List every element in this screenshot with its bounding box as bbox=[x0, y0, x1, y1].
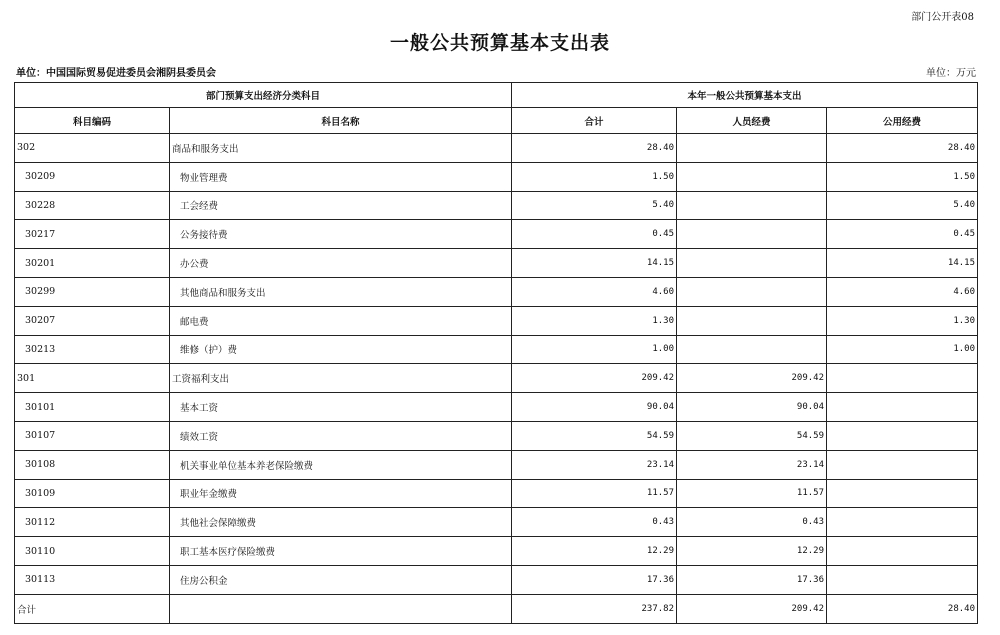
cell-total: 0.43 bbox=[512, 508, 677, 537]
cell-name: 办公费 bbox=[170, 249, 512, 278]
cell-total: 12.29 bbox=[512, 537, 677, 566]
table-row bbox=[15, 335, 978, 364]
cell-public: 1.30 bbox=[827, 306, 978, 335]
column-header-code: 科目编码 bbox=[15, 108, 170, 134]
table-row bbox=[15, 393, 978, 422]
cell-code: 30217 bbox=[15, 220, 170, 249]
cell-personnel: 17.36 bbox=[677, 565, 827, 594]
table-row bbox=[15, 306, 978, 335]
cell-personnel: 12.29 bbox=[677, 537, 827, 566]
table-body bbox=[15, 134, 978, 624]
cell-personnel: 23.14 bbox=[677, 450, 827, 479]
cell-personnel: 0.43 bbox=[677, 508, 827, 537]
cell-personnel bbox=[677, 162, 827, 191]
cell-code: 302 bbox=[15, 134, 170, 163]
expenditure-header: 本年一般公共预算基本支出 bbox=[512, 83, 978, 108]
page-title: 一般公共预算基本支出表 bbox=[389, 32, 610, 54]
cell-public bbox=[827, 450, 978, 479]
cell-personnel bbox=[677, 134, 827, 163]
column-header-total: 合计 bbox=[512, 108, 677, 134]
table-row bbox=[15, 134, 978, 163]
cell-public bbox=[827, 479, 978, 508]
cell-name: 基本工资 bbox=[170, 393, 512, 422]
budget-table bbox=[14, 82, 978, 624]
cell-total: 28.40 bbox=[512, 134, 677, 163]
cell-public: 14.15 bbox=[827, 249, 978, 278]
cell-code: 30207 bbox=[15, 306, 170, 335]
cell-name: 其他社会保障缴费 bbox=[170, 508, 512, 537]
table-row bbox=[15, 364, 978, 393]
cell-personnel bbox=[677, 191, 827, 220]
table-row bbox=[15, 508, 978, 537]
table-row bbox=[15, 450, 978, 479]
cell-total: 11.57 bbox=[512, 479, 677, 508]
cell-code: 30109 bbox=[15, 479, 170, 508]
table-row bbox=[15, 162, 978, 191]
classification-header: 部门预算支出经济分类科目 bbox=[15, 83, 512, 108]
cell-total: 5.40 bbox=[512, 191, 677, 220]
cell-name: 工会经费 bbox=[170, 191, 512, 220]
column-header-personnel: 人员经费 bbox=[677, 108, 827, 134]
cell-total: 4.60 bbox=[512, 277, 677, 306]
cell-name: 工资福利支出 bbox=[170, 364, 512, 393]
column-header-row bbox=[15, 108, 978, 134]
cell-public bbox=[827, 421, 978, 450]
cell-public: 28.40 bbox=[827, 594, 978, 623]
cell-public: 1.00 bbox=[827, 335, 978, 364]
cell-code: 30213 bbox=[15, 335, 170, 364]
cell-name: 维修（护）费 bbox=[170, 335, 512, 364]
table-row bbox=[15, 594, 978, 623]
cell-name bbox=[170, 594, 512, 623]
cell-name: 其他商品和服务支出 bbox=[170, 277, 512, 306]
cell-public: 28.40 bbox=[827, 134, 978, 163]
cell-code: 30107 bbox=[15, 421, 170, 450]
cell-public bbox=[827, 364, 978, 393]
cell-personnel bbox=[677, 220, 827, 249]
cell-code: 30299 bbox=[15, 277, 170, 306]
table-row bbox=[15, 249, 978, 278]
cell-total: 1.30 bbox=[512, 306, 677, 335]
cell-total: 23.14 bbox=[512, 450, 677, 479]
cell-personnel bbox=[677, 335, 827, 364]
cell-total: 54.59 bbox=[512, 421, 677, 450]
cell-public bbox=[827, 508, 978, 537]
cell-name: 住房公积金 bbox=[170, 565, 512, 594]
cell-code: 30112 bbox=[15, 508, 170, 537]
cell-public: 5.40 bbox=[827, 191, 978, 220]
cell-code: 30108 bbox=[15, 450, 170, 479]
organization-unit: 单位：中国国际贸易促进委员会湘阴县委员会 bbox=[16, 68, 216, 79]
cell-total: 1.00 bbox=[512, 335, 677, 364]
column-header-name: 科目名称 bbox=[170, 108, 512, 134]
cell-personnel bbox=[677, 306, 827, 335]
cell-public: 1.50 bbox=[827, 162, 978, 191]
cell-public bbox=[827, 565, 978, 594]
cell-code: 合计 bbox=[15, 594, 170, 623]
cell-name: 邮电费 bbox=[170, 306, 512, 335]
cell-total: 209.42 bbox=[512, 364, 677, 393]
cell-personnel: 54.59 bbox=[677, 421, 827, 450]
cell-total: 90.04 bbox=[512, 393, 677, 422]
cell-personnel: 90.04 bbox=[677, 393, 827, 422]
table-row bbox=[15, 277, 978, 306]
cell-code: 30228 bbox=[15, 191, 170, 220]
cell-name: 职业年金缴费 bbox=[170, 479, 512, 508]
cell-public bbox=[827, 537, 978, 566]
cell-name: 商品和服务支出 bbox=[170, 134, 512, 163]
cell-public: 4.60 bbox=[827, 277, 978, 306]
column-header-public: 公用经费 bbox=[827, 108, 978, 134]
group-header-row bbox=[15, 83, 978, 108]
cell-personnel: 11.57 bbox=[677, 479, 827, 508]
cell-personnel: 209.42 bbox=[677, 594, 827, 623]
cell-total: 17.36 bbox=[512, 565, 677, 594]
cell-total: 0.45 bbox=[512, 220, 677, 249]
cell-name: 机关事业单位基本养老保险缴费 bbox=[170, 450, 512, 479]
cell-public: 0.45 bbox=[827, 220, 978, 249]
cell-total: 237.82 bbox=[512, 594, 677, 623]
cell-name: 职工基本医疗保险缴费 bbox=[170, 537, 512, 566]
table-row bbox=[15, 537, 978, 566]
cell-total: 1.50 bbox=[512, 162, 677, 191]
cell-code: 30209 bbox=[15, 162, 170, 191]
table-row bbox=[15, 421, 978, 450]
table-row bbox=[15, 191, 978, 220]
cell-personnel bbox=[677, 277, 827, 306]
table-row bbox=[15, 479, 978, 508]
cell-code: 30113 bbox=[15, 565, 170, 594]
table-row bbox=[15, 565, 978, 594]
cell-code: 301 bbox=[15, 364, 170, 393]
cell-code: 30110 bbox=[15, 537, 170, 566]
cell-public bbox=[827, 393, 978, 422]
cell-name: 物业管理费 bbox=[170, 162, 512, 191]
cell-personnel: 209.42 bbox=[677, 364, 827, 393]
form-id: 部门公开表08 bbox=[911, 12, 974, 23]
cell-total: 14.15 bbox=[512, 249, 677, 278]
cell-code: 30201 bbox=[15, 249, 170, 278]
currency-unit: 单位：万元 bbox=[926, 68, 976, 79]
cell-code: 30101 bbox=[15, 393, 170, 422]
cell-name: 绩效工资 bbox=[170, 421, 512, 450]
table-row bbox=[15, 220, 978, 249]
cell-personnel bbox=[677, 249, 827, 278]
cell-name: 公务接待费 bbox=[170, 220, 512, 249]
